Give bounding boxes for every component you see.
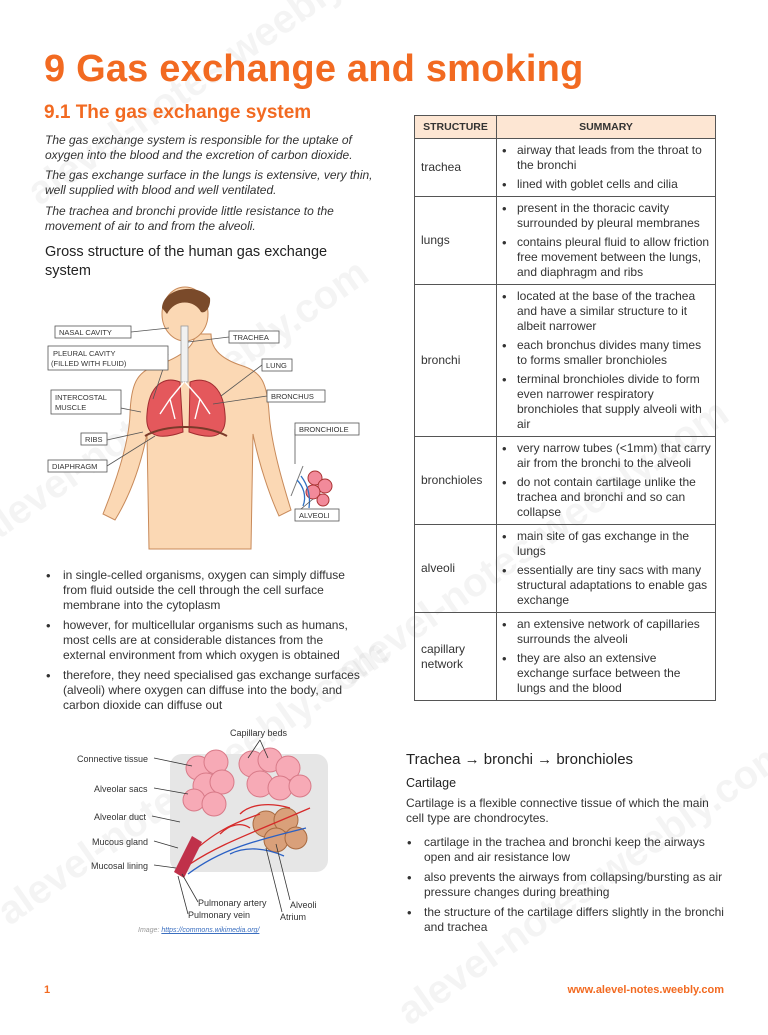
intro-paragraph: The gas exchange system is responsible for the uptake of oxygen into the blood and the excretion of carbon dioxide. [45,133,353,162]
gross-structure-heading: Gross structure of the human gas exchange system [45,244,328,279]
label-intercostal-muscle: MUSCLE [55,403,87,412]
table-row [415,525,716,613]
label-pleural-cavity: PLEURAL CAVITY [53,349,116,358]
summary-cell [497,437,716,525]
trachea-bronchi-heading: Trachea → bronchi → bronchioles [406,751,634,768]
section-title: 9.1 The gas exchange system [44,102,312,123]
table-row [415,613,716,701]
label-bronchus: BRONCHUS [271,392,314,401]
label-capillary-beds: Capillary beds [230,728,288,738]
list-item: • each bronchus divides many times to forms smaller bronchioles [501,338,711,368]
table-row [415,285,716,437]
table-row [415,197,716,285]
image-credit [138,927,259,934]
label-lung: LUNG [266,361,287,370]
label-bronchiole: BRONCHIOLE [299,425,349,434]
list-item: • an extensive network of capillaries surrounds the alveoli [501,617,711,647]
list-item: • airway that leads from the throat to the bronchi [501,143,711,173]
intro-paragraph: The gas exchange surface in the lungs is extensive, very thin, well supplied with blood and well ventilated. [45,168,373,197]
list-item: • essentially are tiny sacs with many structural adaptations to enable gas exchange [501,563,711,608]
header-structure: STRUCTURE [415,116,497,139]
list-item: • terminal bronchioles divide to form even narrower respiratory bronchioles that supply alveoli with air [501,372,711,432]
label-pulmonary-vein: Pulmonary vein [188,910,251,920]
structure-cell: lungs [415,197,497,285]
cartilage-subheading: Cartilage [406,776,457,790]
summary-cell [497,197,716,285]
summary-cell [497,139,716,197]
label-atrium: Atrium [280,912,307,922]
header-summary: SUMMARY [497,116,716,139]
structure-cell: trachea [415,139,497,197]
image-credit-prefix: Image: [138,927,160,934]
list-item: • lined with goblet cells and cilia [501,177,711,192]
cartilage-bullet-list [406,835,726,940]
structure-cell: bronchioles [415,437,497,525]
list-item: • contains pleural fluid to allow friction free movement between the lungs, and diaphragm and ribs [501,235,711,280]
list-item: • however, for multicellular organisms such as humans, most cells are at considerable distances from the external environment from which oxygen is obtained [45,618,365,663]
list-item: • cartilage in the trachea and bronchi keep the airways open and air resistance low [406,835,726,865]
label-alveoli: Alveoli [290,900,317,910]
label-nasal-cavity: NASAL CAVITY [59,328,112,337]
cartilage-paragraph: Cartilage is a flexible connective tissue of which the main cell type are chondrocytes. [406,796,709,825]
label-ribs: RIBS [85,435,103,444]
footer-link[interactable]: www.alevel-notes.weebly.com [567,984,724,996]
table-row [415,139,716,197]
list-item: • the structure of the cartilage differs slightly in the bronchi and trachea [406,905,726,935]
list-item: • in single-celled organisms, oxygen can simply diffuse from fluid outside the cell through the cell surface membrane into the cytoplasm [45,568,365,613]
list-item: • located at the base of the trachea and have a similar structure to it albeit narrower [501,289,711,334]
label-trachea: TRACHEA [233,333,269,342]
list-item: • they are also an extensive exchange surface between the lungs and the blood [501,651,711,696]
label-connective-tissue: Connective tissue [77,754,149,764]
structure-cell: capillary network [415,613,497,701]
intro-paragraph: The trachea and bronchi provide little resistance to the movement of air to and from the alveoli. [45,204,334,233]
image-credit-link[interactable]: https://commons.wikimedia.org/ [161,927,260,934]
structure-summary-table [414,115,716,701]
list-item: • very narrow tubes (<1mm) that carry air from the bronchi to the alveoli [501,441,711,471]
alveoli-diagram [70,724,340,924]
list-item: • present in the thoracic cavity surrounded by pleural membranes [501,201,711,231]
label-alveolar-duct: Alveolar duct [94,812,147,822]
left-bullet-list [45,568,365,718]
summary-cell [497,525,716,613]
table-row [415,437,716,525]
page-title: 9 Gas exchange and smoking [44,48,584,90]
structure-cell: alveoli [415,525,497,613]
label-pulmonary-artery: Pulmonary artery [198,898,267,908]
label-alveolar-sacs: Alveolar sacs [94,784,148,794]
list-item: • therefore, they need specialised gas exchange surfaces (alveoli) where oxygen can diffuse into the body, and carbon dioxide can diffuse out [45,668,365,713]
label-intercostal: INTERCOSTAL [55,393,107,402]
list-item: • do not contain cartilage unlike the trachea and bronchi and so can collapse [501,475,711,520]
list-item: • main site of gas exchange in the lungs [501,529,711,559]
label-pleural-cavity-fluid: (FILLED WITH FLUID) [51,359,127,368]
structure-cell: bronchi [415,285,497,437]
label-alveoli: ALVEOLI [299,511,330,520]
label-mucosal-lining: Mucosal lining [91,861,149,871]
human-gas-exchange-diagram [45,284,375,552]
label-diaphragm: DIAPHRAGM [52,462,98,471]
list-item: • also prevents the airways from collapsing/bursting as air pressure changes during breathing [406,870,726,900]
summary-cell [497,285,716,437]
label-mucous-gland: Mucous gland [92,837,149,847]
page-number: 1 [44,984,51,996]
summary-cell [497,613,716,701]
